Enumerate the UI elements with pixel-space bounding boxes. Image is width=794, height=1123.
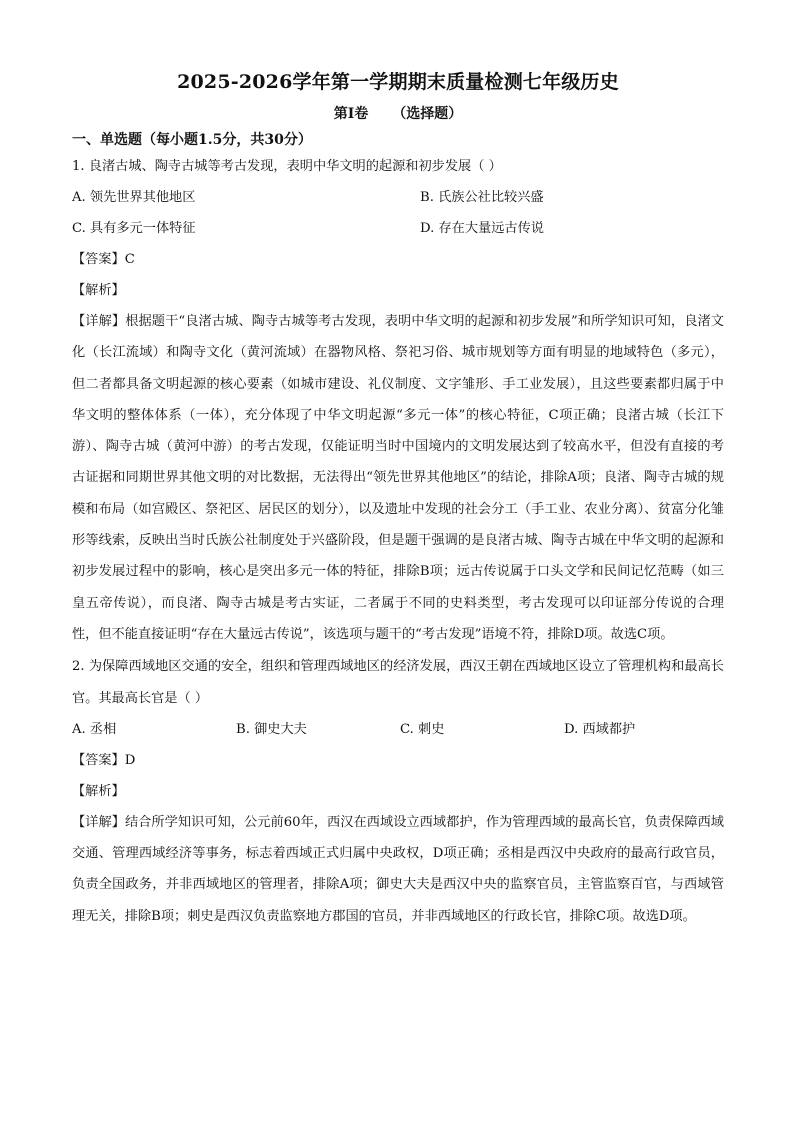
analysis-label: 【解析】 — [72, 783, 125, 799]
detail-text: 结合所学知识可知，公元前60年，西汉在西域设立西域都护，作为管理西域的最高长官，负责保障西域交通、管理西域经济等事务，标志着西域正式归属中央政权，D项正确；丞相是西汉中央政府的最高行政官员，负责全国政务，并非西域地区的管理者，排除A项；御史大夫是西汉中央的监察官员，主管监察百官，与西域管理无关，排除B项；刺史是西汉负责监察地方郡国的官员，并非西域地区的行政长官，排除C项。故选D项。 — [72, 814, 724, 924]
question-stem: 1. 良渚古城、陶寺古城等考古发现，表明中华文明的起源和初步发展（ ） — [72, 159, 502, 174]
detail-paragraph — [72, 807, 724, 932]
detail-label: 【详解】 — [72, 814, 125, 830]
section-heading: 一、单选题（每小题1.5分，共30分） — [72, 132, 312, 148]
option-c: C. 具有多元一体特征 — [72, 221, 196, 236]
answer-value: C — [124, 252, 135, 267]
option-list — [72, 182, 724, 244]
page-title: 2025-2026学年第一学期期末质量检测七年级历史 — [177, 71, 619, 93]
option-a: A. 领先世界其他地区 — [72, 190, 196, 205]
option-d: D. 西域都护 — [564, 721, 636, 737]
volume-label: 第Ⅰ卷 — [333, 106, 369, 122]
detail-paragraph — [72, 306, 724, 650]
answer-label: 【答案】 — [72, 752, 125, 768]
detail-label: 【详解】 — [72, 314, 126, 329]
exam-page — [72, 70, 724, 932]
question-2 — [72, 651, 724, 932]
answer-label: 【答案】 — [72, 252, 125, 267]
detail-text: 根据题干“良渚古城、陶寺古城等考古发现，表明中华文明的起源和初步发展”和所学知识可知，良渚文化（长江流域）和陶寺文化（黄河流域）在器物风格、祭祀习俗、城市规划等方面有明显的地域特色（多元），但二者都具备文明起源的核心要素（如城市建设、礼仪制度、文字雏形、手工业发展），且这些要素都归属于中华文明的整体体系（一体），充分体现了中华文明起源“多元一体”的核心特征，C项正确；良渚古城（长江下游）、陶寺古城（黄河中游）的考古发现，仅能证明当时中国境内的文明发展达到了较高水平，但没有直接的考古证据和同期世界其他文明的对比数据，无法得出“领先世界其他地区”的结论，排除A项；良渚、陶寺古城的规模和布局（如宫殿区、祭祀区、居民区的划分），以及遗址中发现的社会分工（手工业、农业分离）、贫富分化雏形等线索，反映出当时氏族公社制度处于兴盛阶段，但是题干强调的是良渚古城、陶寺古城在中华文明的起源和初步发展过程中的影响，核心是突出多元一体的特征，排除B项；远古传说属于口头文学和民间记忆范畴（如三皇五帝传说），而良渚、陶寺古城是考古实证，二者属于不同的史料类型，考古发现可以印证部分传说的合理性，但不能直接证明“存在大量远古传说”，该选项与题干的“考古发现”语境不符，排除D项。故选C项。 — [72, 314, 724, 642]
option-b: B. 御史大夫 — [236, 721, 307, 737]
option-d: D. 存在大量远古传说 — [420, 221, 544, 236]
answer-value: D — [124, 752, 136, 768]
question-1 — [72, 151, 724, 650]
option-a: A. 丞相 — [72, 721, 117, 737]
option-list — [72, 714, 724, 745]
option-c: C. 刺史 — [400, 721, 445, 737]
volume-heading — [72, 104, 724, 124]
answer-line — [72, 244, 724, 275]
analysis-label: 【解析】 — [72, 283, 125, 298]
question-stem: 2. 为保障西域地区交通的安全，组织和管理西域地区的经济发展，西汉王朝在西域地区设立了管理机构和最高长官。其最高长官是（ ） — [72, 659, 724, 706]
volume-type: （选择题） — [392, 106, 463, 122]
option-b: B. 氏族公社比较兴盛 — [420, 190, 544, 205]
answer-line — [72, 745, 724, 776]
